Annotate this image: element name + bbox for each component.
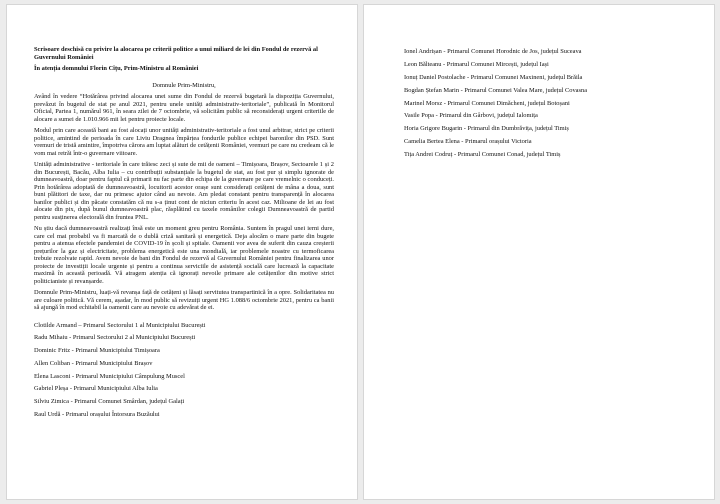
signatory: Elena Lasconi - Primarul Municipiului Câmpulung Muscel (34, 372, 185, 380)
signatory: Camelia Bertea Elena - Primarul orașului Victoria (404, 138, 532, 146)
signatory: Tița Andrei Codruț - Primarul Comunei Conad, județul Timiș (404, 151, 561, 159)
signatory: Allen Coliban - Primarul Municipiului Brașov (34, 359, 153, 367)
signatory: Clotilde Armand – Primarul Sectorului 1 al Municipiului București (34, 321, 206, 329)
signatory: Dominic Fritz - Primarul Municipiului Timișoara (34, 347, 160, 355)
document-page-2 (363, 4, 715, 500)
signatories-list (34, 322, 334, 424)
signatory: Leon Bălteanu - Primarul Comunei Mircești, județul Iași (404, 60, 549, 68)
paragraph: Domnule Prim-Ministru, luați-vă revanșa față de cetățeni și lăsați servitutea transpartinică în a opre. Solidaritatea nu are culoare politică. Vă cerem, așadar, în mod public să revizuiți urgent HG 1.088/6 octombrie 2021, pentru ca banii să ajungă în mod echitabil la oamenii care au nevoie cu adevărat de ei. (34, 289, 334, 311)
letter-body (34, 46, 334, 424)
signatory: Gabriel Pleșa - Primarul Municipiului Alba Iulia (34, 385, 158, 393)
attention-line: În atenția domnului Florin Cîțu, Prim-Ministru al României (34, 65, 199, 72)
greeting: Domnule Prim-Ministru, (152, 81, 216, 89)
paragraph: Având în vedere “Hotărârea privind alocarea unei sume din Fondul de rezervă bugetară la dispoziția Guvernului, prevăzut în bugetul de stat pe anul 2021, pentru unele unități administrativ-teritoriale”, publicată în Monitorul Oficial, Partea 1, numărul 961, în seara zilei de 7 octombrie, vă solicităm public să reconsiderați urgent criteriile de alocare a sumei de 1.010.966 mii lei pentru proiecte locale. (34, 93, 334, 123)
signatory: Horia Grigore Bugarin - Primarul din Dumbrăvița, județul Timiș (404, 125, 569, 133)
signatory: Raul Urdă - Primarul orașului Întorsura Buzăului (34, 411, 160, 419)
signatory: Silviu Zimica - Primarul Comunei Smârdan, județul Galați (34, 398, 185, 406)
signatory: Radu Mihaiu - Primarul Sectorului 2 al Municipiului București (34, 334, 196, 342)
signatory: Ionuț Daniel Postolache - Primarul Comunei Maxineni, județul Brăila (404, 73, 583, 81)
paragraph: Modul prin care această bani au fost alocați unor unități administrativ-teritoriale a fost unul arbitrar, strict pe criterii politice, amintind de perioada în care Liviu Dragnea împărțea fondurile publice echipei baronilor din PSD. Sunt vremuri de tristă amintire, împotriva cărora am luptat alături de cetățenii României, vremuri pe care nu credeam că le vom mai retrăi într-o guvernare viitoare. (34, 127, 334, 157)
signatory: Vasile Popa - Primarul din Gârbovi, județul Ialomița (404, 112, 538, 120)
signatory: Marinel Morsz - Primarul Comunei Dimăcheni, județul Botoșani (404, 99, 570, 107)
document-page-1 (6, 4, 358, 500)
paragraph: Unități administrative - teritoriale în care trăiesc zeci și sute de mii de oameni – Timișoara, Brașov, Sectoarele 1 și 2 din București, Bacău, Alba Iulia – cu contribuții substanțiale la bugetul de stat, au fost pur și simplu ignorate de dumneavoastră, doar pentru faptul că primarii nu fac parte din echipa de la guvernare pe care vremelnic o conduceți. Prin hotărârea adoptată de dumneavoastră, locuitorii acestor orașe sunt considerați cetățeni de mâna a doua, sunt buni plătitori de taxe, dar nu primesc ajutor când au nevoie. Am pledat constant pentru transparență în alocarea banilor publici și din păcate constatăm că nu s-a ținut cont de niciun criteriu în acest caz. Milioane de lei au fost alocate din pix, după bunul dumneavoastră plac, răsplătind cu taxele românilor colegii Dumneavoastră de partid pentru susținerea electorală din fruntea PNL. (34, 161, 334, 221)
letter-title: Scrisoare deschisă cu privire la alocarea pe criterii politice a unui miliard de lei din Fondul de rezervă al Guvernului României (34, 46, 318, 61)
paragraph: Nu știu dacă dumneavoastră realizați însă este un moment greu pentru România. Suntem în pragul unei ierni dure, care cel mai probabil va fi marcată de o dublă criză sanitară și energetică. Deja alocăm o mare parte din bugete pentru a atenua efectele pandemiei de COVID-19 în școli și spitale. Oamenii vor avea de suferit din cauza creșterii prețurilor la gaz și electricitate, problema energetică este una mondială, iar problemele noastre cu termoficarea trebuie rezolvate rapid. Avem nevoie de bani din Fondul de rezervă al Guvernului României pentru finalizarea unor proiecte de investiții locale urgente și pentru a continua serviciile de asistență socială care lucrează la capacitate maximă în această perioadă. Vă atragem atenția că ignorați nevoile primare ale cetățenilor din motive strict politicianiste și revanșarde. (34, 225, 334, 285)
signatories-list-continued (404, 48, 684, 164)
signatory: Ionel Andrișan - Primarul Comunei Horodnic de Jos, județul Suceava (404, 48, 582, 55)
signatory: Bogdan Ștefan Marin - Primarul Comunei Valea Mare, județul Covasna (404, 86, 588, 94)
